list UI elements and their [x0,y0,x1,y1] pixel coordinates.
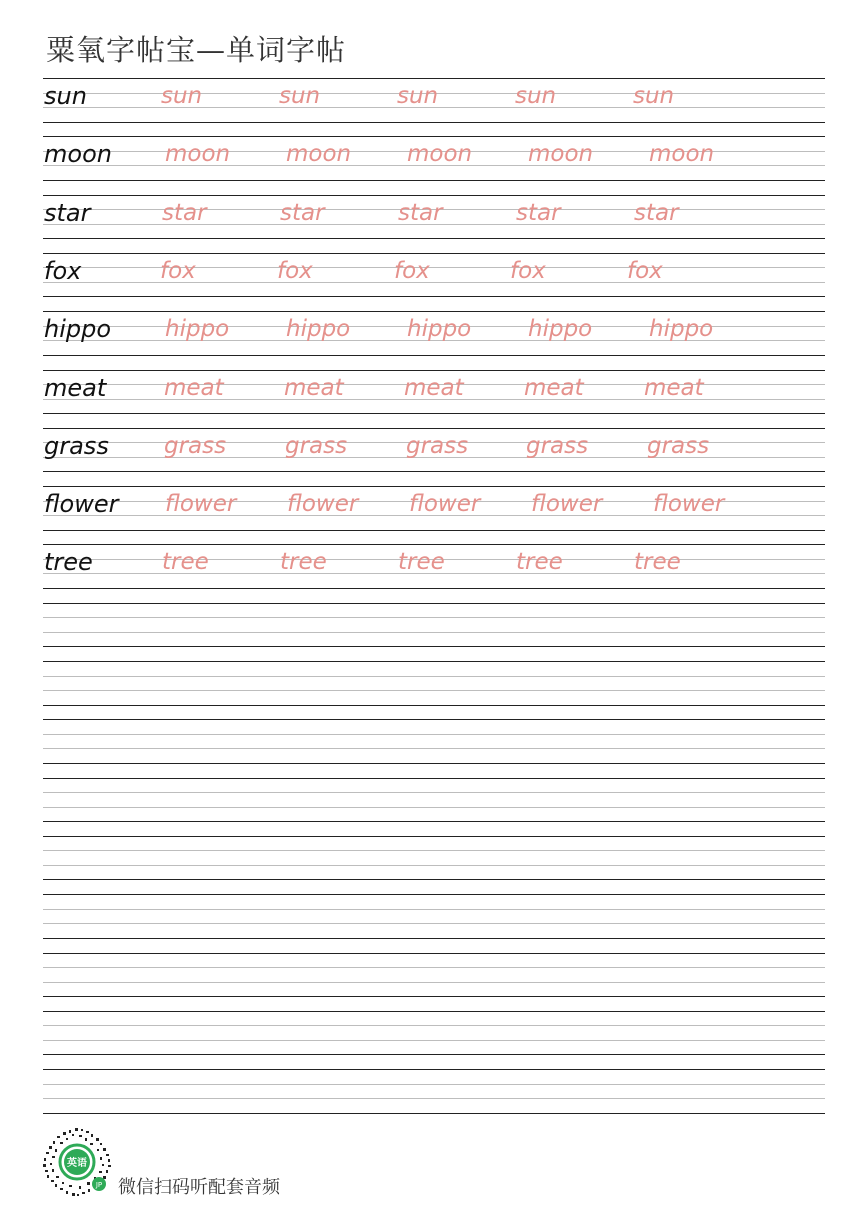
guide-line [43,734,825,735]
trace-word: moon [165,141,231,168]
ruled-line [43,953,825,954]
ruled-line [43,821,825,822]
guide-line [43,632,825,633]
model-word: fox [44,256,82,285]
guide-line [43,792,825,793]
guide-line [43,807,825,808]
trace-word: grass [164,432,227,459]
guide-line [43,676,825,677]
scan-audio-caption: 微信扫码听配套音频 [118,1177,280,1198]
guide-line [43,982,825,983]
ruled-line [43,705,825,706]
trace-word: meat [644,374,704,401]
trace-word: star [398,199,443,226]
trace-word: sun [161,83,203,109]
trace-word: grass [526,432,589,459]
trace-word: sun [515,83,557,109]
guide-line [43,617,825,618]
trace-word: grass [406,432,469,459]
page-title: 粟氧字帖宝—单词字帖 [46,33,347,67]
trace-word: moon [407,141,473,168]
guide-line [43,748,825,749]
guide-line [43,1025,825,1026]
guide-line [43,909,825,910]
ruled-line [43,588,825,589]
trace-word: fox [627,257,663,284]
model-word: hippo [44,315,112,344]
trace-word: fox [510,257,546,284]
guide-line [43,967,825,968]
word-row-meat [43,356,825,400]
guide-line [43,923,825,924]
ruled-line [43,894,825,895]
ruled-line [43,646,825,647]
trace-word: meat [524,374,584,401]
guide-line [43,850,825,851]
trace-word: flower [165,491,237,518]
ruled-line [43,836,825,837]
word-row-tree [43,530,825,577]
trace-word: meat [284,374,344,401]
guide-line [43,690,825,691]
ruled-line [43,1011,825,1012]
trace-word: hippo [407,316,472,343]
trace-word: hippo [649,316,714,343]
trace-word: fox [277,257,313,284]
ruled-line [43,1113,825,1114]
trace-word: moon [528,141,594,168]
model-word: meat [44,373,107,402]
model-word: star [44,198,91,227]
trace-word: moon [286,141,352,168]
trace-word: sun [279,83,321,109]
trace-word: star [516,199,561,226]
trace-word: star [280,199,325,226]
trace-word: meat [164,374,224,401]
trace-word: fox [394,257,430,284]
ruled-line [43,778,825,779]
guide-line [43,1098,825,1099]
word-row-star [43,181,825,225]
ruled-line [43,938,825,939]
guide-line [43,1084,825,1085]
audio-footer [42,1127,442,1199]
model-word: sun [44,82,87,110]
model-word: grass [44,431,109,460]
guide-line [43,865,825,866]
writing-sheet [43,78,825,1118]
word-row-flower [43,472,825,519]
qr-corner-label: JP [95,1181,103,1189]
ruled-line [43,1069,825,1070]
ruled-line [43,1054,825,1055]
ruled-line [43,719,825,720]
trace-word: hippo [165,316,230,343]
guide-line [43,1040,825,1041]
word-row-hippo [43,297,825,344]
trace-word: flower [287,491,359,518]
qr-code-icon[interactable] [42,1127,112,1197]
ruled-line [43,996,825,997]
word-row-grass [43,414,825,458]
ruled-line [43,661,825,662]
model-word: flower [44,490,119,519]
trace-word: tree [162,549,209,576]
trace-word: flower [531,491,603,518]
trace-word: tree [634,549,681,576]
trace-word: tree [398,549,445,576]
ruled-line [43,603,825,604]
qr-badge-label: 英语 [67,1158,87,1169]
trace-word: flower [653,491,725,518]
trace-word: star [162,199,207,226]
model-word: moon [44,140,112,169]
trace-word: tree [280,549,327,576]
trace-word: hippo [286,316,351,343]
trace-word: grass [647,432,710,459]
model-word: tree [44,548,93,577]
word-row-sun [43,64,825,108]
trace-word: flower [409,491,481,518]
trace-word: hippo [528,316,593,343]
ruled-line [43,879,825,880]
word-row-moon [43,122,825,169]
word-row-fox [43,239,825,283]
trace-word: star [634,199,679,226]
trace-word: moon [649,141,715,168]
trace-word: fox [160,257,196,284]
trace-word: meat [404,374,464,401]
trace-word: tree [516,549,563,576]
trace-word: sun [397,83,439,109]
trace-word: grass [285,432,348,459]
ruled-line [43,763,825,764]
trace-word: sun [633,83,675,109]
